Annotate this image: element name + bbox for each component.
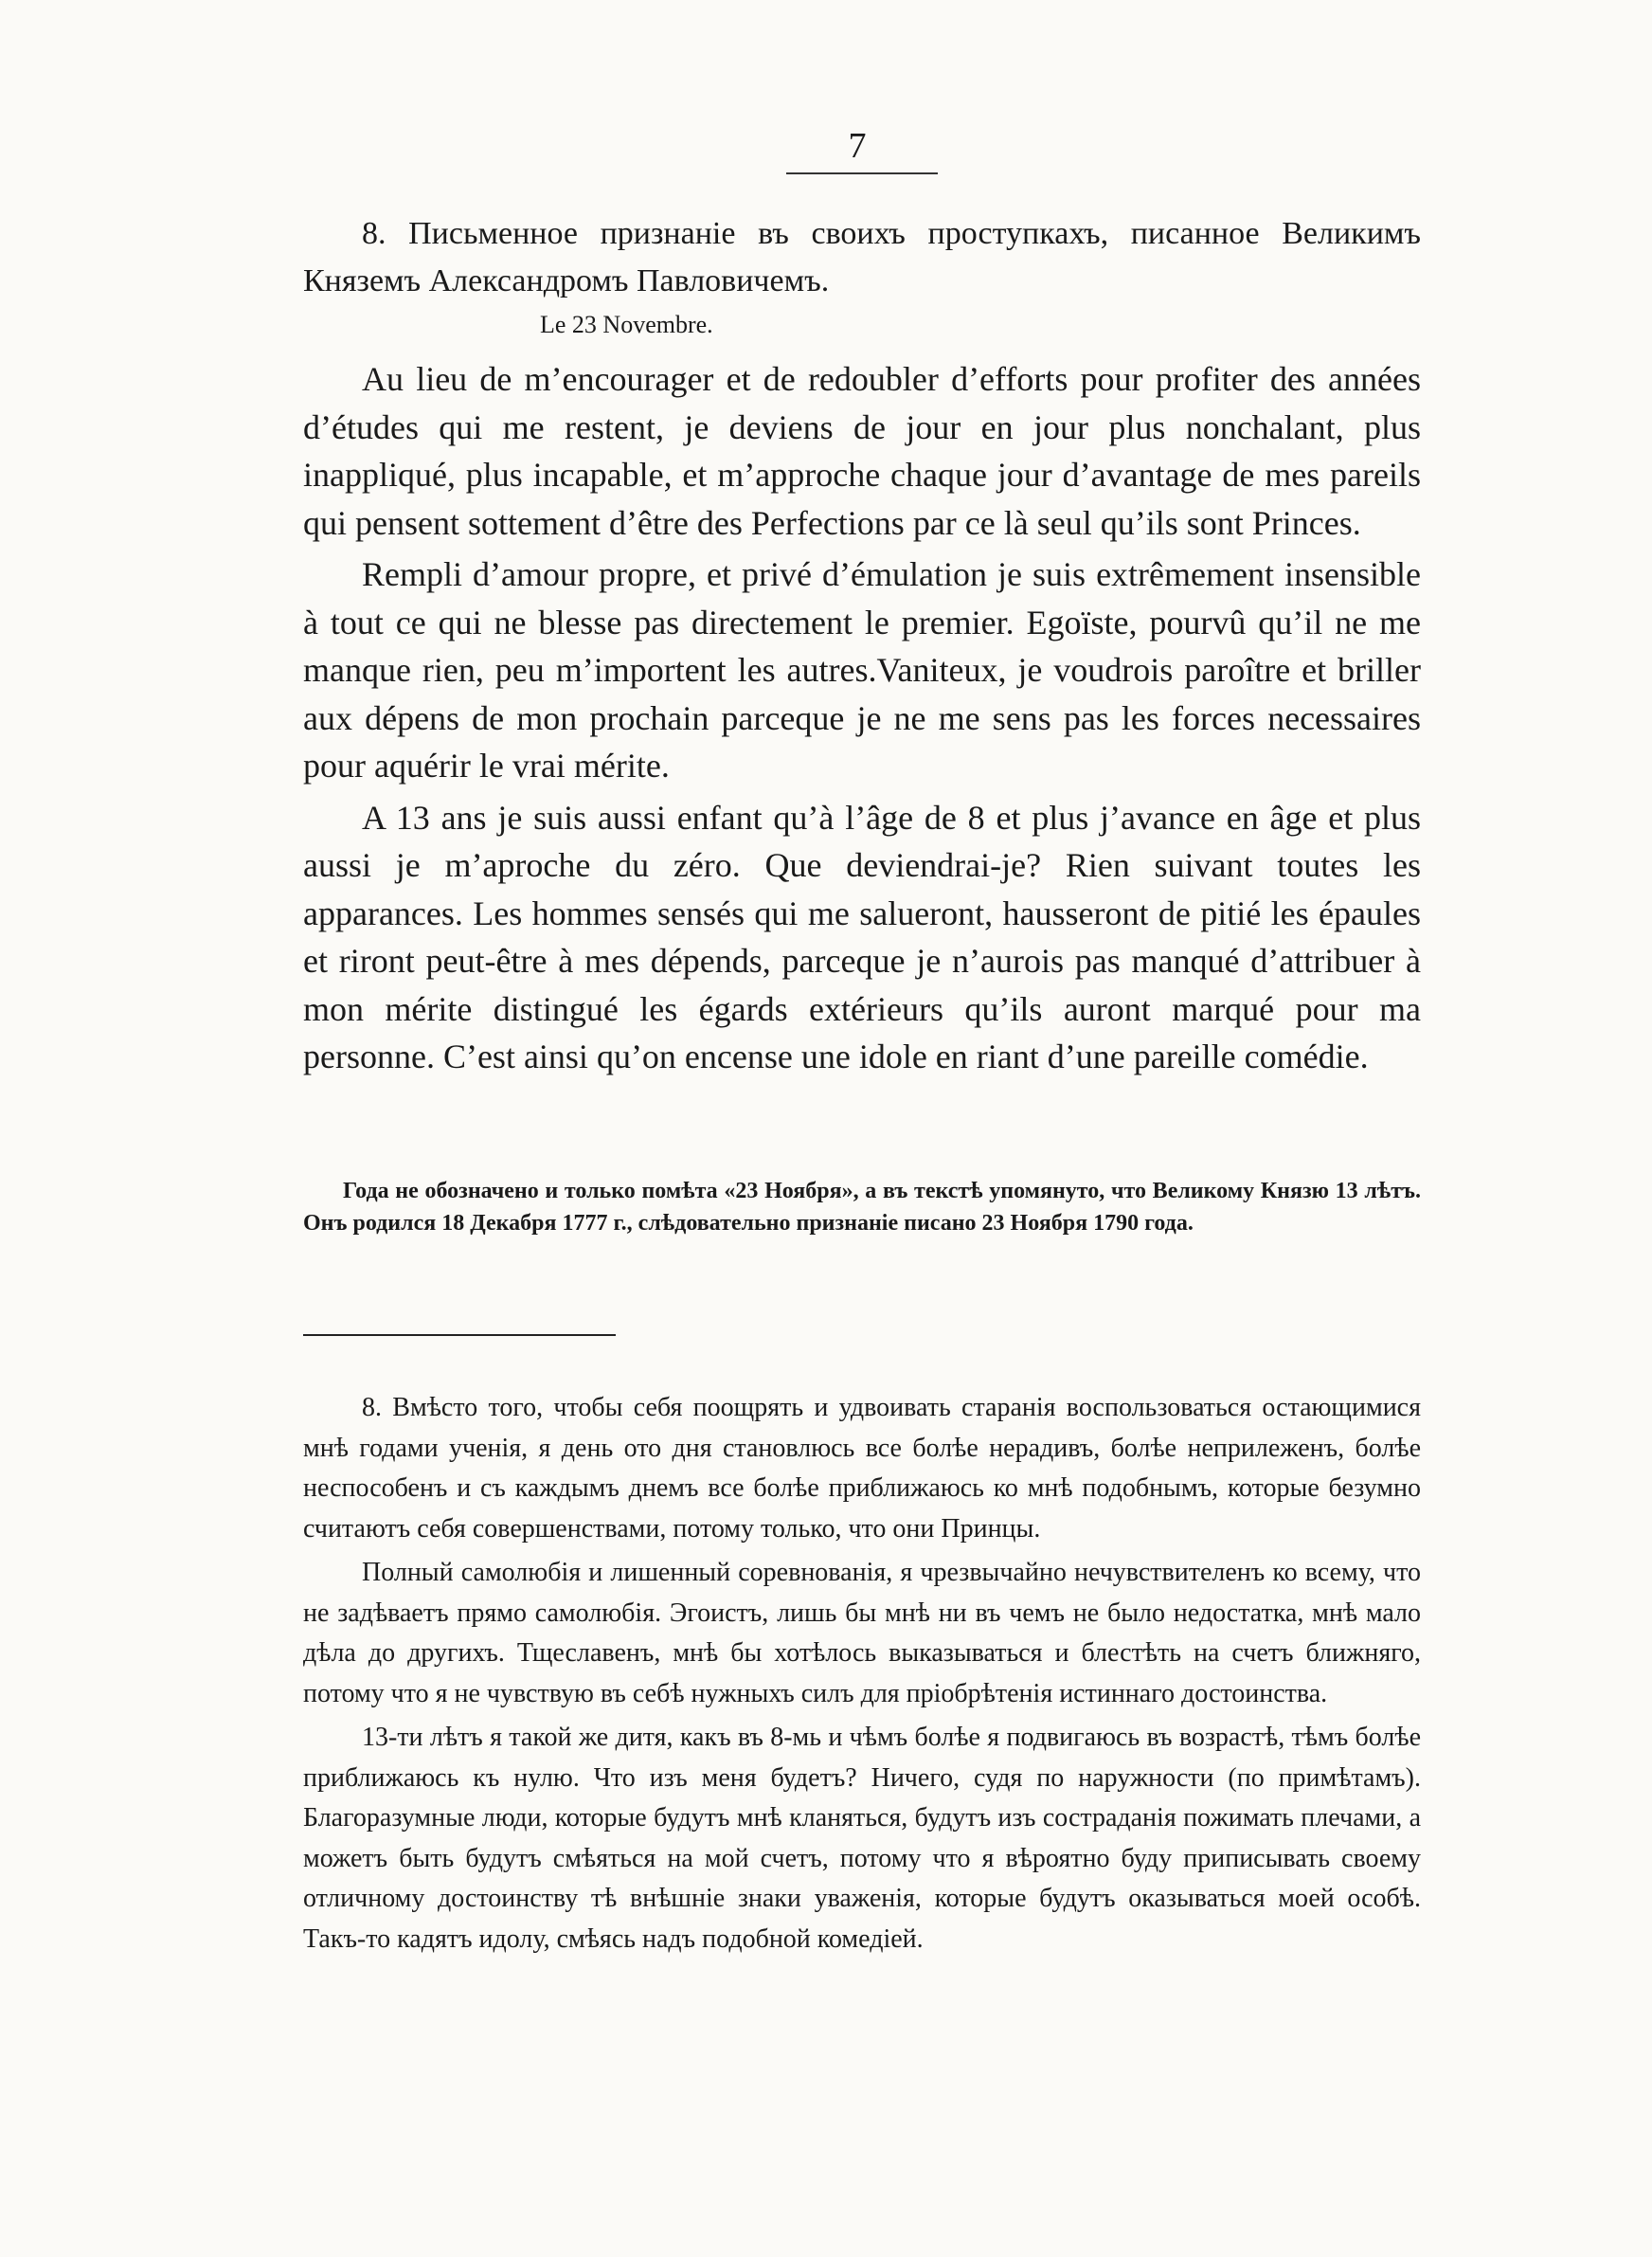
french-paragraph-3: A 13 ans je suis aussi enfant qu’à l’âge de 8 et plus j’avance en âge et plus aussi je m’aproche du zéro. Que deviendrai-je? Rien suivant toutes les apparances. Les hommes sensés qui me salueront, hausseront de pitié les épaules et riront peut-être à mes dépends, parceque je n’aurois pas manqué d’attribuer à mon mérite distingué les égards extérieurs qu’ils auront marqué pour ma personne. C’est ainsi qu’on encense une idole en riant d’une pareille comédie. (303, 798, 1421, 1075)
french-paragraph-1: Au lieu de m’encourager et de redoubler d’efforts pour profiter des années d’études qui me restent, je deviens de jour en jour plus nonchalant, plus inappliqué, plus incapable, et m’approche chaque jour d’avantage de mes pareils qui pensent sottement d’être des Perfections par ce là seul qu’ils sont Princes. (303, 360, 1421, 542)
section-heading: 8. Письменное признаніе въ своихъ проступкахъ, писанное Великимъ Княземъ Александромъ Павловичемъ. (303, 216, 1421, 298)
french-text (303, 355, 1421, 1085)
russian-translation (303, 1388, 1421, 1963)
french-paragraph-2: Rempli d’amour propre, et privé d’émulation je suis extrêmement insensible à tout ce qui ne blesse pas directement le premier. Egoïste, pourvû qu’il ne me manque rien, peu m’importent les autres.Vaniteux, je voudrois paroître et briller aux dépens de mon prochain parceque je ne me sens pas les forces necessaires pour aquérir le vrai mérite. (303, 555, 1421, 785)
editorial-note: Года не обозначено и только помѣта «23 Ноября», а въ текстѣ упомянуто, что Великому Князю 13 лѣтъ. Онъ родился 18 Декабря 1777 г., слѣдовательно признаніе писано 23 Ноября 1790 года. (303, 1179, 1421, 1236)
russian-paragraph-3: 13-ти лѣтъ я такой же дитя, какъ въ 8-мь и чѣмъ болѣе я подвигаюсь въ возрастѣ, тѣмъ болѣе приближаюсь къ нулю. Что изъ меня будетъ? Ничего, судя по наружности (по примѣтамъ). Благоразумные люди, которые будутъ мнѣ кланяться, будутъ изъ состраданія пожимать плечами, а можетъ быть будутъ смѣяться на мой счетъ, потому что я вѣроятно буду приписывать своему отличному достоинству тѣ внѣшніе знаки уваженія, которые будутъ оказываться моей особѣ. Такъ-то кадятъ идолу, смѣясь надъ подобной комедіей. (303, 1723, 1421, 1954)
russian-paragraph-2: Полный самолюбія и лишенный соревнованія, я чрезвычайно нечувствителенъ ко всему, что не задѣваетъ прямо самолюбія. Эгоистъ, лишь бы мнѣ ни въ чемъ не было недостатка, мнѣ мало дѣла до другихъ. Тщеславенъ, мнѣ бы хотѣлось выказываться и блестѣть на счетъ ближняго, потому что я не чувствую въ себѣ нужныхъ силъ для пріобрѣтенія истиннаго достоинства. (303, 1558, 1421, 1708)
date-line: Le 23 Novembre. (540, 311, 713, 338)
russian-paragraph-1: 8. Вмѣсто того, чтобы себя поощрять и удвоивать старанія воспользоваться остающимися мнѣ годами ученія, я день ото дня становлюсь все болѣе нерадивъ, болѣе неприлеженъ, болѣе неспособенъ и съ каждымъ днемъ все болѣе приближаюсь ко мнѣ подобнымъ, которые безумно считаютъ себя совершенствами, потому только, что они Принцы. (303, 1393, 1421, 1544)
footnote-separator (303, 1334, 616, 1336)
page-number-rule (786, 172, 938, 174)
page-number: 7 (848, 126, 867, 166)
